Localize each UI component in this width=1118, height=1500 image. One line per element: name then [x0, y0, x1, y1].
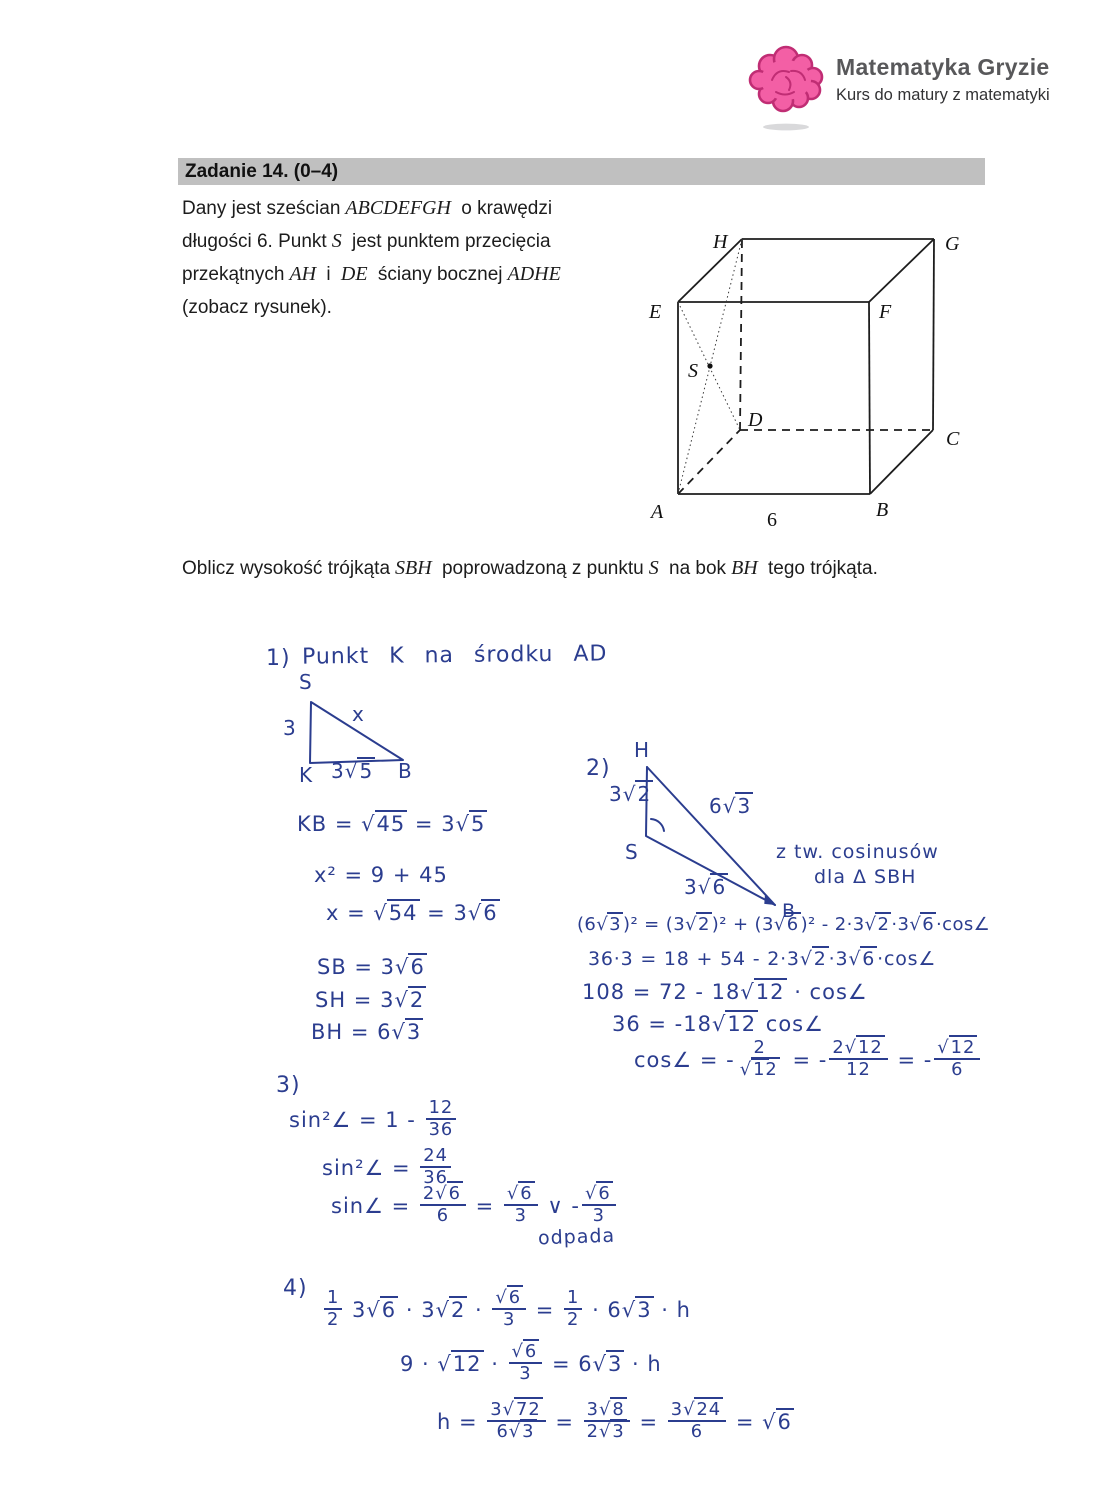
- cube-edge-length: 6: [767, 509, 777, 531]
- eq-cos-law: (6√3 )² = (3√2 )² + (3√6 )² - 2·3√2 ·3√6 ·cos∠: [577, 914, 991, 935]
- step3-label: 3): [276, 1073, 301, 1098]
- statement-line-3: przekątnych AH i DE ściany bocznej ADHE: [182, 263, 561, 285]
- eq-sb: SB = 3√6: [317, 955, 425, 979]
- eq-x2: x² = 9 + 45: [314, 863, 448, 887]
- eq-sin2-a: sin²∠ = 1 - $\frac{12}{36}$: [289, 1100, 458, 1142]
- cosine-note-1: z tw. cosinusów: [776, 841, 939, 863]
- tri1-right-label: B: [398, 759, 413, 783]
- tri1-hyp-label: x: [352, 702, 365, 726]
- tri2-top-label: H: [634, 738, 651, 762]
- eq-sin: sin∠ = $\frac{2√6}{6}$ = $\frac{√6}{3}$ ∨ - $\frac{√6}{3}$: [331, 1186, 618, 1228]
- problem-statement: [182, 192, 566, 324]
- cube-label-a: A: [651, 501, 664, 523]
- step1-title: Punkt K na środku AD: [301, 641, 608, 670]
- cube-label-h: H: [713, 231, 728, 253]
- point-s-dot: [707, 363, 712, 368]
- eq-area: $\frac{1}{2}$ 3√6 · 3√2 · $\frac{√6}{3}$ = $\frac{1}{2}$ · 6√3 · h: [322, 1290, 691, 1332]
- eq-area-2: 9 · √12 · $\frac{√6}{3}$ = 6√3 · h: [400, 1341, 662, 1384]
- cube-label-e: E: [649, 301, 662, 323]
- tri2-hyp-label: 6√3: [709, 794, 752, 818]
- step2-label: 2): [586, 756, 611, 781]
- step4-label: 4): [283, 1276, 308, 1301]
- logo-subtitle: Kurs do matury z matematyki: [836, 86, 1050, 104]
- rejected-note: odpada: [537, 1224, 616, 1250]
- eq-sin2-b: sin²∠ = $\frac{24}{36}$: [322, 1148, 453, 1190]
- tri1-apex-label: S: [299, 670, 313, 694]
- logo-title: Matematyka Gryzie: [836, 54, 1050, 80]
- cube-label-c: C: [946, 428, 960, 450]
- brain-icon: [746, 40, 830, 132]
- tri1-left-label: K: [299, 763, 314, 787]
- task-header: [178, 158, 985, 185]
- tri2-tip-label: B: [782, 900, 797, 922]
- cube-label-f: F: [879, 301, 892, 323]
- tri1-side-label: 3: [283, 716, 297, 740]
- task-header-label: Zadanie 14. (0–4): [185, 161, 339, 182]
- eq-height: h = $\frac{3√72}{6√3}$ = $\frac{3√8}{2√3}$ = $\frac{3√24}{6}$ = √6: [437, 1399, 792, 1442]
- cosine-note-2: dla Δ SBH: [814, 866, 917, 888]
- eq-sh: SH = 3√2: [315, 988, 425, 1012]
- eq-kb: KB = √45 = 3√5: [297, 812, 486, 836]
- step1-label: 1): [266, 646, 291, 671]
- eq-cos-value: cos∠ = - $\frac{2}{√12}$ = - $\frac{2√12}{12}$ = - $\frac{√12}{6}$: [634, 1040, 982, 1082]
- tri2-left-label: 3√2: [609, 782, 652, 806]
- eq-36: 36 = -18√12 cos∠: [612, 1012, 824, 1036]
- eq-cos-law-2: 36·3 = 18 + 54 - 2·3√2 ·3√6 ·cos∠: [588, 948, 937, 970]
- task-question: Oblicz wysokość trójkąta SBH poprowadzoną z punktu S na bok BH tego trójkąta.: [182, 557, 878, 579]
- tri2-base-label: 3√6: [684, 875, 727, 899]
- eq-108: 108 = 72 - 18√12 · cos∠: [582, 980, 868, 1004]
- eq-bh: BH = 6√3: [311, 1020, 422, 1044]
- statement-line-2: długości 6. Punkt S jest punktem przecięcia: [182, 230, 551, 252]
- statement-line-4: (zobacz rysunek).: [182, 297, 332, 318]
- statement-line-1: Dany jest sześcian ABCDEFGH o krawędzi: [182, 197, 553, 219]
- eq-x: x = √54 = 3√6: [326, 901, 498, 925]
- cube-label-d: D: [748, 409, 763, 431]
- cube-label-s: S: [688, 360, 698, 382]
- tri1-base-label: 3√5: [331, 759, 374, 783]
- cube-label-b: B: [876, 499, 889, 521]
- cube-label-g: G: [945, 233, 960, 255]
- tri2-vertex-label: S: [625, 840, 639, 864]
- cube-figure: [615, 200, 1005, 540]
